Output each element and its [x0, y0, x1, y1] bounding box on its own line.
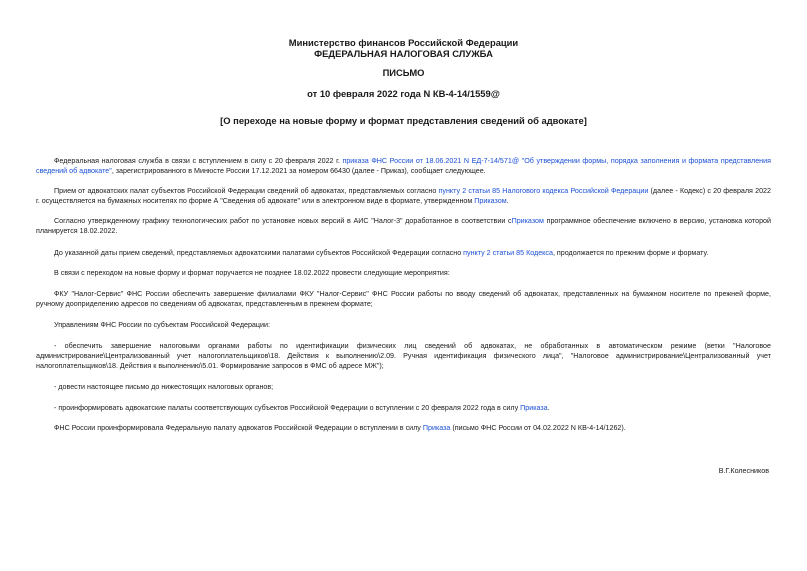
paragraph-2: [36, 186, 771, 206]
p2-text-3: .: [506, 197, 509, 205]
link-order[interactable]: Приказом: [511, 217, 544, 225]
document-subject: [О переходе на новые форму и формат представления сведений об адвокате]: [220, 115, 587, 126]
link-order[interactable]: Приказа: [520, 404, 548, 412]
p4-text-1: До указанной даты прием сведений, представляемых адвокатскими палатами субъектов Российской Федерации согласно: [54, 249, 464, 257]
service-name: ФЕДЕРАЛЬНАЯ НАЛОГОВАЯ СЛУЖБА: [314, 48, 493, 59]
paragraph-7: Управлениям ФНС России по субъектам Российской Федерации:: [54, 321, 270, 329]
p10-text-2: .: [547, 404, 550, 412]
document-type: ПИСЬМО: [382, 67, 425, 78]
paragraph-10: [36, 403, 771, 413]
paragraph-6: ФКУ "Налог-Сервис" ФНС России обеспечить завершение филиалами ФКУ "Налог-Сервис" ФНС России работы по вводу сведений об адвокатах, представленных на бумажном носителе по прежней форме, ручному дооприделению адресов по сведениям об адвокатах, представленным в прежнем формате;: [36, 290, 771, 308]
p2-text-1: Прием от адвокатских палат субъектов Российской Федерации сведений об адвокатах, представляемых согласно: [54, 187, 439, 195]
link-order-ed-7-14-571[interactable]: приказа ФНС России от 18.06.2021 N ЕД-7-14/571@ "Об утверждении формы, порядка заполнения и формата представления сведений об адвокате": [36, 157, 771, 175]
p2-text-2: (далее - Кодекс) с 20 февраля 2022 г. осуществляется на бумажных носителях по форме А "Сведения об адвокате" или в электронном виде в формате, утвержденном: [36, 187, 772, 205]
document-date-number: от 10 февраля 2022 года N КВ-4-14/1559@: [307, 88, 500, 99]
paragraph-9: - довести настоящее письмо до нижестоящих налоговых органов;: [54, 383, 274, 391]
paragraph-4: [36, 248, 771, 258]
p1-text-1: Федеральная налоговая служба в связи с вступлением в силу с 20 февраля 2022 г.: [54, 157, 343, 165]
link-tax-code-art-85[interactable]: пункту 2 статьи 85 Налогового кодекса Российской Федерации: [438, 187, 649, 195]
link-order[interactable]: Приказа: [422, 424, 451, 432]
p1-text-2: , зарегистрированного в Минюсте России 17.12.2021 за номером 66430 (далее - Приказ), сообщает следующее.: [111, 167, 486, 175]
link-code-art-85[interactable]: пункту 2 статьи 85 Кодекса: [463, 249, 553, 257]
p3-text-2: программное обеспечение включено в версию, установка которой планируется 18.02.2022.: [36, 217, 771, 235]
p11-text-2: (письмо ФНС России от 04.02.2022 N КВ-4-14/1262).: [450, 424, 626, 432]
paragraph-1: [36, 156, 771, 176]
p10-text-1: - проинформировать адвокатские палаты соответствующих субъектов Российской Федерации о вступлении с 20 февраля 2022 года в силу: [54, 404, 521, 412]
paragraph-8: - обеспечить завершение налоговыми органами работы по идентификации физических лиц сведений об адвокатах, не обработанных в автоматическом режиме (ветки "Налоговое администрирование\Централизованный учет налогоплательщиков\18. Действия к выполнению\2.09. Ручная идентификация физического лица", "Налоговое администрирование\Централизованный учет налогоплательщиков\18. Действия к выполнению\5.01. Формирование запросов в ФМС об адресе МЖ");: [36, 342, 771, 370]
ministry-name: Министерство финансов Российской Федерации: [288, 37, 519, 48]
paragraph-11: [36, 423, 771, 433]
paragraph-5: В связи с переходом на новые форму и формат поручается не позднее 18.02.2022 провести следующие мероприятия:: [54, 269, 450, 277]
link-order[interactable]: Приказом: [474, 197, 507, 205]
p3-text-1: Согласно утвержденному графику технологических работ по установке новых версий в АИС "Налог-3" доработанное в соответствии с: [54, 217, 512, 225]
paragraph-3: [36, 216, 771, 236]
signature: В.Г.Колесников: [718, 467, 769, 475]
p4-text-2: , продолжается по прежним форме и формату.: [552, 249, 709, 257]
p11-text-1: ФНС России проинформировала Федеральную палату адвокатов Российской Федерации о вступлении в силу: [54, 424, 423, 432]
